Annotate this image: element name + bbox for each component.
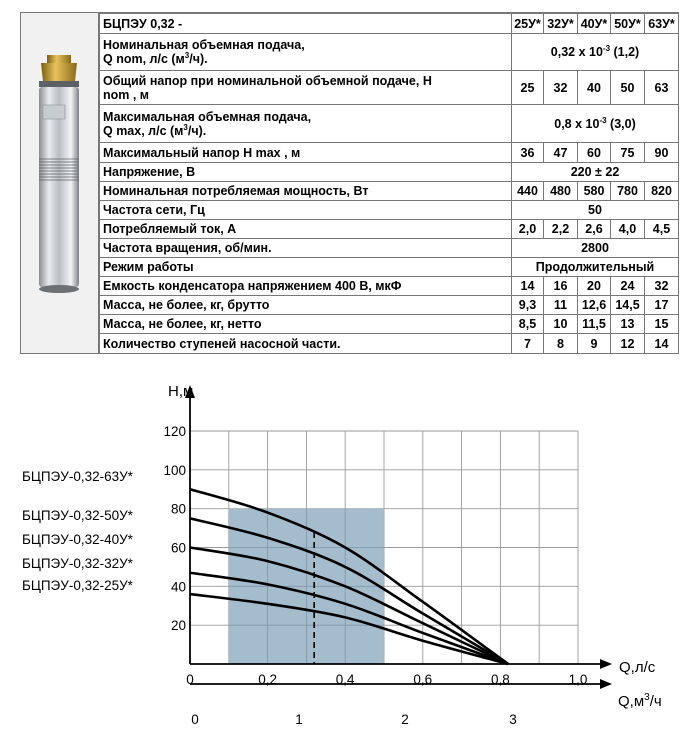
cell-value: 25 xyxy=(512,71,544,105)
cell-value: 10 xyxy=(544,315,578,334)
cell-value: 20 xyxy=(578,277,611,296)
row-label: Частота вращения, об/мин. xyxy=(100,239,512,258)
cell-value: 12,6 xyxy=(578,296,611,315)
row-value: 0,8 х $10^{-3}$ (3,0) xyxy=(512,105,679,143)
row-value: 2800 xyxy=(512,239,679,258)
x-tick-label: 0,8 xyxy=(491,672,510,687)
row-label: Количество ступеней насосной части. xyxy=(100,334,512,354)
table-row xyxy=(100,258,679,277)
table-row xyxy=(100,315,679,334)
table-row xyxy=(100,220,679,239)
row-label: Максимальный напор Н max , м xyxy=(100,143,512,163)
cell-value: 32 xyxy=(645,277,679,296)
cell-value: 13 xyxy=(611,315,645,334)
cell-value: 63 xyxy=(645,71,679,105)
cell-value: 7 xyxy=(512,334,544,354)
x-axis-label: Q,л/с xyxy=(619,659,656,676)
variant-header: 63У* xyxy=(645,14,679,34)
spec-table-block xyxy=(20,12,679,354)
table-row xyxy=(100,105,679,143)
x2-axis-label: $Q,м^3/ч$ xyxy=(618,692,662,710)
specs-table xyxy=(99,13,679,354)
variant-header: 25У* xyxy=(512,14,544,34)
y-tick-label: 60 xyxy=(170,540,186,556)
cell-value: 60 xyxy=(578,143,611,163)
cell-value: 16 xyxy=(544,277,578,296)
y-tick-label: 20 xyxy=(170,618,186,634)
model-title: БЦПЭУ 0,32 - xyxy=(100,14,512,34)
row-label: Масса, не более, кг, брутто xyxy=(100,296,512,315)
cell-value: 820 xyxy=(645,182,679,201)
x2-tick-label: 3 xyxy=(509,712,517,727)
cell-value: 8,5 xyxy=(512,315,544,334)
table-row xyxy=(100,239,679,258)
cell-value: 40 xyxy=(578,71,611,105)
legend-entry: БЦПЭУ-0,32-32У* xyxy=(22,556,133,571)
cell-value: 4,5 xyxy=(645,220,679,239)
cell-value: 15 xyxy=(645,315,679,334)
row-label: Частота сети, Гц xyxy=(100,201,512,220)
legend-entry: БЦПЭУ-0,32-40У* xyxy=(22,532,133,547)
cell-value: 47 xyxy=(544,143,578,163)
x-tick-label: 1,0 xyxy=(568,672,588,687)
cell-value: 90 xyxy=(645,143,679,163)
cell-value: 2,0 xyxy=(512,220,544,239)
cell-value: 50 xyxy=(611,71,645,105)
table-row xyxy=(100,34,679,71)
row-label: Напряжение, В xyxy=(100,163,512,182)
cell-value: 9 xyxy=(578,334,611,354)
x-tick-label: 0,4 xyxy=(335,672,355,687)
y-tick-label: 40 xyxy=(170,579,186,595)
table-row xyxy=(100,71,679,105)
table-row xyxy=(100,182,679,201)
legend xyxy=(22,469,134,593)
row-value: 220 ± 22 xyxy=(512,163,679,182)
cell-value: 11,5 xyxy=(578,315,611,334)
cell-value: 14,5 xyxy=(611,296,645,315)
y-tick-label: 100 xyxy=(163,462,186,478)
cell-value: 480 xyxy=(544,182,578,201)
cell-value: 11 xyxy=(544,296,578,315)
pump-image xyxy=(31,55,87,295)
cell-value: 14 xyxy=(645,334,679,354)
cell-value: 75 xyxy=(611,143,645,163)
cell-value: 780 xyxy=(611,182,645,201)
pump-performance-chart xyxy=(0,368,694,736)
cell-value: 2,6 xyxy=(578,220,611,239)
row-label: Максимальная объемная подача, Q max, л/с $(м^3/ч)$. xyxy=(100,105,512,143)
row-label: Емкость конденсатора напряжением 400 В, мкФ xyxy=(100,277,512,296)
table-row xyxy=(100,201,679,220)
cell-value: 4,0 xyxy=(611,220,645,239)
y-axis-label: Н,м xyxy=(168,383,194,400)
row-label: Номинальная потребляемая мощность, Вт xyxy=(100,182,512,201)
row-label: Общий напор при номинальной объемной подаче, Н nom , м xyxy=(100,71,512,105)
x-tick-label: 0 xyxy=(186,672,194,687)
variant-header: 50У* xyxy=(611,14,645,34)
cell-value: 14 xyxy=(512,277,544,296)
table-row xyxy=(100,334,679,354)
row-label: Потребляемый ток, А xyxy=(100,220,512,239)
cell-value: 2,2 xyxy=(544,220,578,239)
cell-value: 9,3 xyxy=(512,296,544,315)
table-row xyxy=(100,277,679,296)
variant-header: 40У* xyxy=(578,14,611,34)
cell-value: 12 xyxy=(611,334,645,354)
table-row xyxy=(100,296,679,315)
pump-photo-cell xyxy=(21,13,99,353)
x2-tick-label: 2 xyxy=(401,712,409,727)
cell-value: 440 xyxy=(512,182,544,201)
x2-axis-arrow-icon xyxy=(600,679,612,689)
table-row xyxy=(100,143,679,163)
cell-value: 580 xyxy=(578,182,611,201)
table-row xyxy=(100,163,679,182)
table-header-row xyxy=(100,14,679,34)
row-label: Номинальная объемная подача, Q nom, л/с $(м^3/ч)$. xyxy=(100,34,512,71)
x-axis-arrow-icon xyxy=(600,659,612,669)
x2-tick-label: 1 xyxy=(295,712,303,727)
row-label: Масса, не более, кг, нетто xyxy=(100,315,512,334)
x-tick-label: 0,2 xyxy=(258,672,277,687)
legend-entry: БЦПЭУ-0,32-50У* xyxy=(22,508,133,523)
row-label: Режим работы xyxy=(100,258,512,277)
y-tick-label: 80 xyxy=(170,501,186,517)
cell-value: 32 xyxy=(544,71,578,105)
legend-entry: БЦПЭУ-0,32-25У* xyxy=(22,578,133,593)
row-value: 0,32 х $10^{-3}$ (1,2) xyxy=(512,34,679,71)
cell-value: 24 xyxy=(611,277,645,296)
x-tick-label: 0,6 xyxy=(413,672,433,687)
row-value: 50 xyxy=(512,201,679,220)
x2-tick-label: 0 xyxy=(191,712,199,727)
y-tick-label: 120 xyxy=(163,424,186,439)
variant-header: 32У* xyxy=(544,14,578,34)
row-value: Продолжительный xyxy=(512,258,679,277)
cell-value: 8 xyxy=(544,334,578,354)
legend-entry: БЦПЭУ-0,32-63У* xyxy=(22,469,133,484)
cell-value: 36 xyxy=(512,143,544,163)
cell-value: 17 xyxy=(645,296,679,315)
